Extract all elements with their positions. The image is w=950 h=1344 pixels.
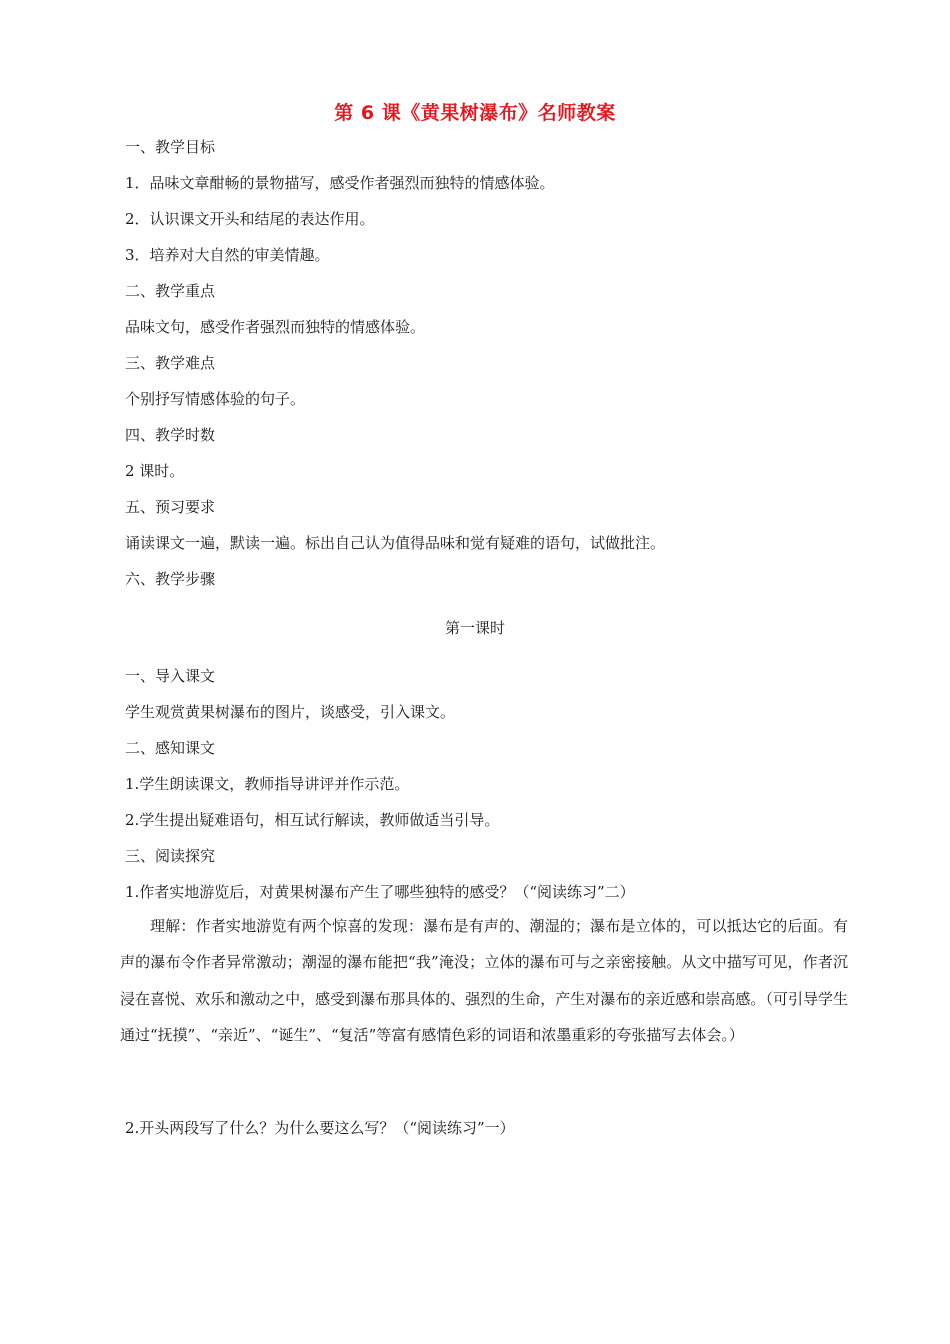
preview-heading: 五、预习要求 <box>125 498 216 516</box>
intro-heading: 一、导入课文 <box>125 667 216 685</box>
difficulty-text: 个别抒写情感体验的句子。 <box>125 390 306 408</box>
perceive-item-1: 1.学生朗读课文，教师指导讲评并作示范。 <box>125 775 410 793</box>
goal-item-3: 3．培养对大自然的审美情趣。 <box>125 246 330 264</box>
goal-item-1: 1．品味文章酣畅的景物描写，感受作者强烈而独特的情感体验。 <box>125 174 555 192</box>
perceive-item-2: 2.学生提出疑难语句，相互试行解读，教师做适当引导。 <box>125 811 500 829</box>
explore-heading: 三、阅读探究 <box>125 847 216 865</box>
goals-heading: 一、教学目标 <box>125 138 216 156</box>
perceive-heading: 二、感知课文 <box>125 739 216 757</box>
intro-text: 学生观赏黄果树瀑布的图片，谈感受，引入课文。 <box>125 703 456 721</box>
goal-item-2: 2．认识课文开头和结尾的表达作用。 <box>125 210 375 228</box>
question-1: 1.作者实地游览后，对黄果树瀑布产生了哪些独特的感受？（“阅读练习”二） <box>125 883 635 901</box>
key-heading: 二、教学重点 <box>125 282 216 300</box>
lesson-heading: 第一课时 <box>444 619 505 637</box>
steps-heading: 六、教学步骤 <box>125 570 216 588</box>
difficulty-heading: 三、教学难点 <box>125 354 216 372</box>
hours-heading: 四、教学时数 <box>125 426 216 444</box>
answer-paragraph: 理解：作者实地游览有两个惊喜的发现：瀑布是有声的、潮湿的；瀑布是立体的，可以抵达它的后面。有声的瀑布令作者异常激动；潮湿的瀑布能把“我”淹没；立体的瀑布可与之亲密接触。从文中描写可见，作者沉浸在喜悦、欢乐和激动之中，感受到瀑布那具体的、强烈的生命，产生对瀑布的亲近感和崇高感。（可引导学生通过“抚摸”、“亲近”、“诞生”、“复活”等富有感情色彩的词语和浓墨重彩的夸张描写去体会。） <box>120 917 848 1045</box>
hours-text: 2 课时。 <box>125 462 185 480</box>
preview-text: 诵读课文一遍，默读一遍。标出自己认为值得品味和觉有疑难的语句，试做批注。 <box>125 534 666 552</box>
document-title: 第 6 课《黄果树瀑布》名师教案 <box>334 102 616 124</box>
question-2: 2.开头两段写了什么？为什么要这么写？（“阅读练习”一） <box>125 1119 515 1137</box>
key-text: 品味文句，感受作者强烈而独特的情感体验。 <box>125 318 426 336</box>
